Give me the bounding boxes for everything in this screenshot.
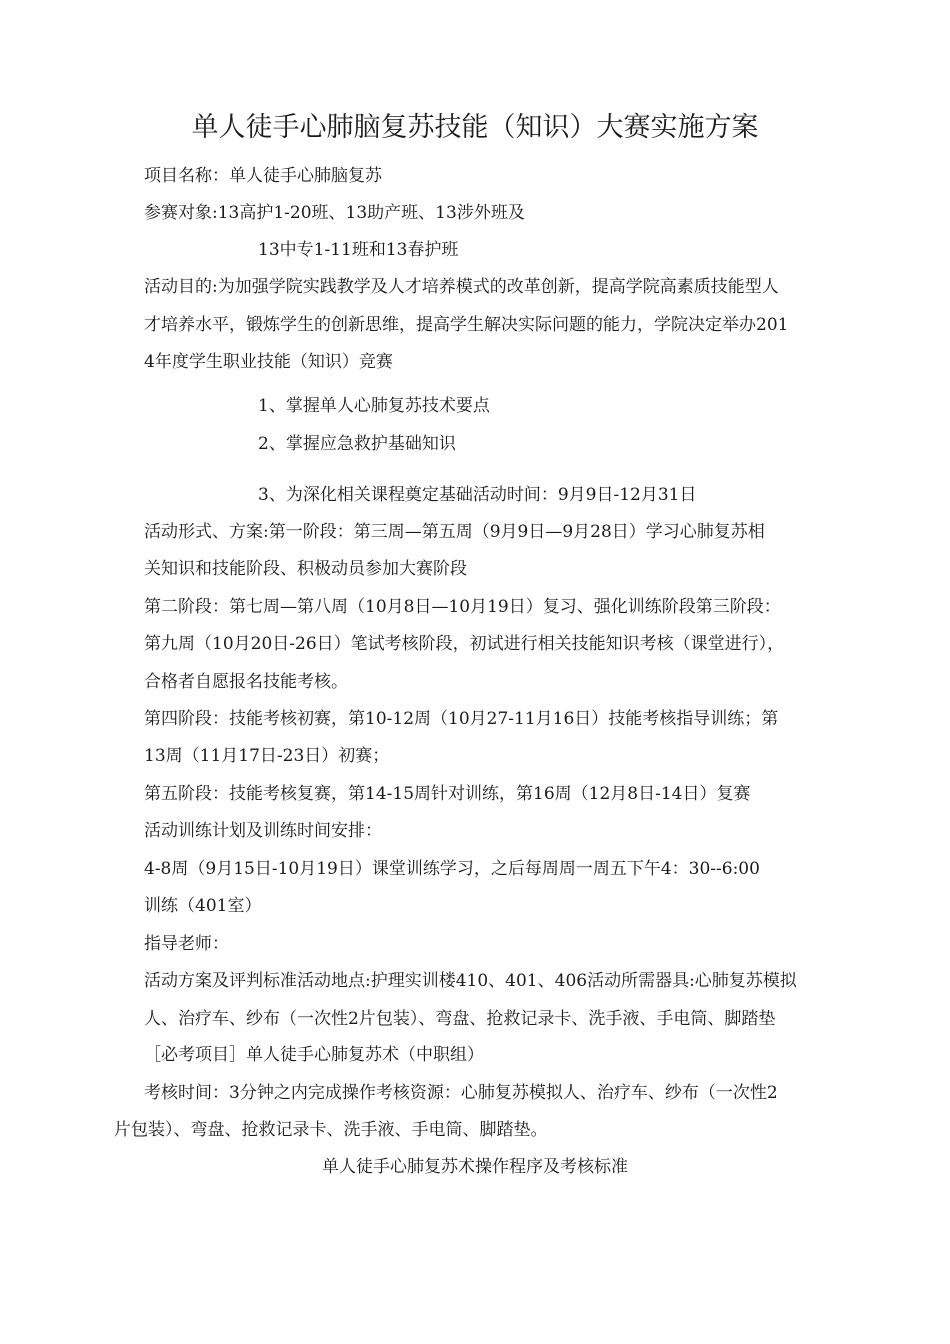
stage-line-cont: 合格者自愿报名技能考核。 — [144, 672, 348, 692]
goal-item: 1、掌握单人心肺复苏技术要点 — [258, 396, 490, 416]
purpose-line-cont: 才培养水平，锻炼学生的创新思维，提高学生解决实际问题的能力，学院决定举办201 — [144, 315, 789, 335]
document-title: 单人徒手心肺脑复苏技能（知识）大赛实施方案 — [191, 112, 759, 143]
stage-line: 第四阶段：技能考核初赛，第10-12周（10月27-11月16日）技能考核指导训练；第 — [144, 709, 779, 729]
purpose-line-cont: 4年度学生职业技能（知识）竞赛 — [144, 352, 393, 372]
goal-item: 2、掌握应急救护基础知识 — [258, 434, 456, 454]
stage-line: 第五阶段：技能考核复赛，第14-15周针对训练，第16周（12月8日-14日）复赛 — [144, 784, 751, 804]
exam-time-line-cont: 片包装）、弯盘、抢救记录卡、洗手液、手电筒、脚踏垫。 — [114, 1120, 548, 1140]
purpose-line: 活动目的:为加强学院实践教学及人才培养模式的改革创新，提高学院高素质技能型人 — [144, 277, 779, 297]
section-subtitle: 单人徒手心肺复苏术操作程序及考核标准 — [322, 1157, 628, 1177]
location-line: 活动方案及评判标准活动地点:护理实训楼410、401、406活动所需器具:心肺复苏模拟 — [144, 971, 797, 991]
stage-line: 第二阶段：第七周—第八周（10月8日—10月19日）复习、强化训练阶段第三阶段： — [144, 597, 781, 617]
stage-line: 活动形式、方案:第一阶段：第三周—第五周（9月9日—9月28日）学习心肺复苏相 — [144, 522, 765, 542]
exam-time-line: 考核时间：3分钟之内完成操作考核资源：心肺复苏模拟人、治疗车、纱布（一次性2 — [144, 1083, 778, 1103]
training-plan-line: 4-8周（9月15日-10月19日）课堂训练学习，之后每周周一周五下午4：30--6:00 — [144, 859, 760, 879]
participants-line-cont: 13中专1-11班和13春护班 — [258, 240, 459, 260]
training-plan-line-cont: 训练（401室） — [144, 896, 262, 916]
instructor-line: 指导老师： — [144, 934, 229, 954]
stage-line-cont: 关知识和技能阶段、积极动员参加大赛阶段 — [144, 559, 467, 579]
training-plan-line: 活动训练计划及训练时间安排： — [144, 821, 382, 841]
participants-line: 参赛对象:13高护1-20班、13助产班、13涉外班及 — [144, 203, 525, 223]
goal-item: 3、为深化相关课程奠定基础活动时间：9月9日-12月31日 — [258, 485, 697, 505]
stage-line-cont: 第九周（10月20日-26日）笔试考核阶段，初试进行相关技能知识考核（课堂进行）， — [144, 634, 785, 654]
location-line-cont: 人、治疗车、纱布（一次性2片包装）、弯盘、抢救记录卡、洗手液、手电筒、脚踏垫 — [144, 1009, 776, 1029]
required-item-line: ［必考项目］单人徒手心肺复苏术（中职组） — [144, 1045, 484, 1065]
stage-line-cont: 13周（11月17日-23日）初赛； — [144, 746, 390, 766]
project-name-line: 项目名称：单人徒手心肺脑复苏 — [144, 166, 382, 186]
